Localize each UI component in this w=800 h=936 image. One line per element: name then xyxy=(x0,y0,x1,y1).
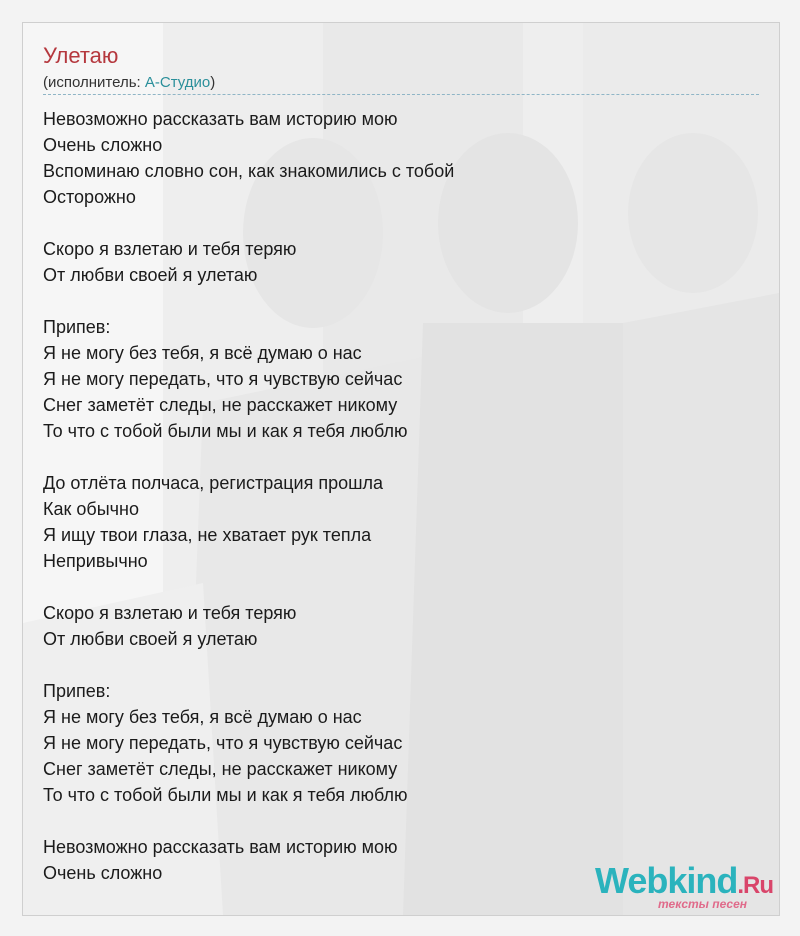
lyrics-text xyxy=(43,106,454,886)
artist-line xyxy=(43,74,215,91)
lyrics-line: Как обычно xyxy=(43,499,139,519)
lyrics-line: Невозможно рассказать вам историю мою xyxy=(43,109,398,129)
lyrics-line: Непривычно xyxy=(43,551,148,571)
artist-suffix: ) xyxy=(210,74,216,91)
lyrics-blank-line xyxy=(43,808,454,834)
lyrics-line: Снег заметёт следы, не расскажет никому xyxy=(43,759,398,779)
lyrics-line: Скоро я взлетаю и тебя теряю xyxy=(43,239,297,259)
logo-tagline: тексты песен xyxy=(658,897,747,911)
lyrics-line: Я не могу без тебя, я всё думаю о нас xyxy=(43,343,362,363)
lyrics-blank-line xyxy=(43,574,454,600)
lyrics-line: Я не могу передать, что я чувствую сейчас xyxy=(43,733,403,753)
title-divider xyxy=(43,94,759,95)
lyrics-line: До отлёта полчаса, регистрация прошла xyxy=(43,473,384,493)
song-title: Улетаю xyxy=(43,43,119,68)
lyrics-line: Припев: xyxy=(43,317,111,337)
lyrics-line: Очень сложно xyxy=(43,863,163,883)
site-logo[interactable] xyxy=(594,860,773,911)
lyrics-line: Очень сложно xyxy=(43,135,163,155)
lyrics-blank-line xyxy=(43,210,454,236)
artist-link[interactable]: А-Студио xyxy=(144,74,211,91)
lyrics-content xyxy=(23,23,779,915)
lyrics-line: Невозможно рассказать вам историю мою xyxy=(43,837,398,857)
lyrics-line: Я не могу без тебя, я всё думаю о нас xyxy=(43,707,362,727)
lyrics-card xyxy=(22,22,780,916)
artist-prefix: (исполнитель: xyxy=(43,74,145,91)
lyrics-line: От любви своей я улетаю xyxy=(43,265,258,285)
lyrics-line: Я ищу твои глаза, не хватает рук тепла xyxy=(43,525,372,545)
lyrics-line: То что с тобой были мы и как я тебя люблю xyxy=(43,785,408,805)
lyrics-line: Снег заметёт следы, не расскажет никому xyxy=(43,395,398,415)
lyrics-line: Осторожно xyxy=(43,187,136,207)
lyrics-blank-line xyxy=(43,288,454,314)
lyrics-line: То что с тобой были мы и как я тебя люблю xyxy=(43,421,408,441)
logo-tld: .Ru xyxy=(737,872,773,899)
lyrics-line: От любви своей я улетаю xyxy=(43,629,258,649)
lyrics-line: Вспоминаю словно сон, как знакомились с тобой xyxy=(43,161,455,181)
logo-main-text: Webkind xyxy=(594,860,738,901)
lyrics-blank-line xyxy=(43,444,454,470)
lyrics-blank-line xyxy=(43,652,454,678)
lyrics-line: Я не могу передать, что я чувствую сейчас xyxy=(43,369,403,389)
lyrics-line: Припев: xyxy=(43,681,111,701)
lyrics-line: Скоро я взлетаю и тебя теряю xyxy=(43,603,297,623)
